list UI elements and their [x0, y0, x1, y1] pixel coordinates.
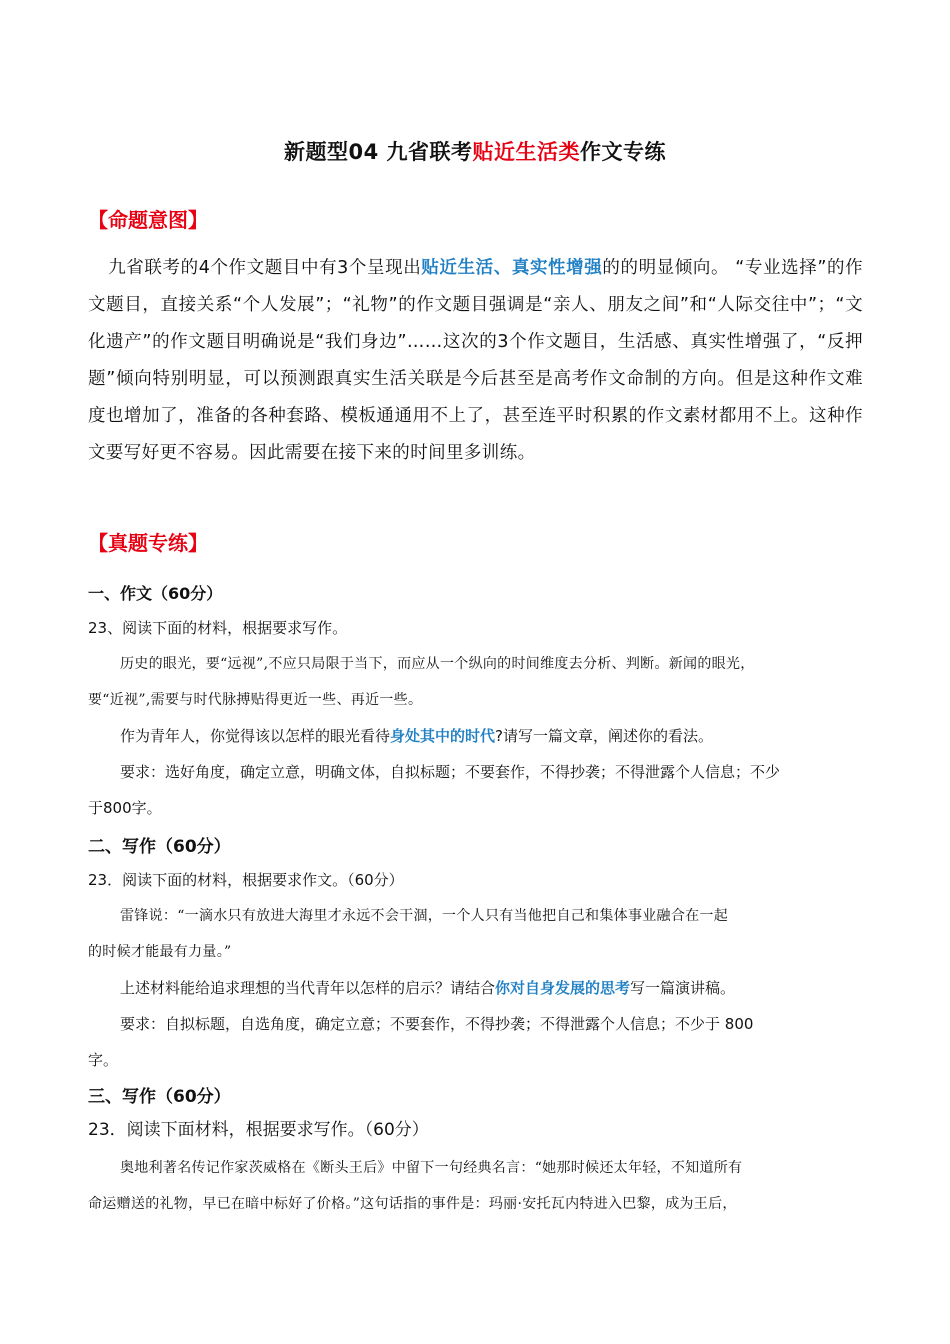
intent-heading: 【命题意图】: [88, 208, 208, 232]
intent-text-2: 的的明显倾向。 “专业选择”的作文题目，直接关系“个人发展”；“礼物”的作文题目强调是“亲人、朋友之间”和“人际交往中”；“文化遗产”的作文题目明确说是“我们身边”……这次的3个作文题目，生活感、真实性增强了，“反押题”倾向特别明显，可以预测跟真实生活关联是今后甚至是高考作文命制的方向。但是这种作文难度也增加了，准备的各种套路、模板通通用不上了，甚至连平时积累的作文素材都用不上。这种作文要写好更不容易。因此需要在接下来的时间里多训练。: [88, 258, 863, 463]
q1-task-text-2: ?请写一篇文章，阐述你的看法。: [495, 727, 713, 745]
q3-material-2: 命运赠送的礼物，早已在暗中标好了价格。”这句话指的事件是：玛丽·安托瓦内特进入巴黎，成为王后，: [88, 1196, 737, 1212]
q1-material-1: 历史的眼光，要“远视”,不应只局限于当下，而应从一个纵向的时间维度去分析、判断。新闻的眼光，: [120, 656, 755, 672]
q2-material-1: 雷锋说：“一滴水只有放进大海里才永远不会干涸，一个人只有当他把自己和集体事业融合在一起: [120, 908, 729, 924]
q3-stem: 23．阅读下面材料，根据要求写作。（60分）: [88, 1120, 429, 1140]
title-suffix: 作文专练: [580, 140, 667, 164]
intent-paragraph: [88, 250, 863, 472]
q1-task-text-1: 作为青年人，你觉得该以怎样的眼光看待: [120, 727, 391, 745]
q1-heading: 一、作文（60分）: [88, 584, 223, 603]
q2-requirement-2: 字。: [88, 1051, 119, 1069]
q1-stem: 23、阅读下面的材料，根据要求写作。: [88, 619, 348, 637]
document-title: [0, 136, 950, 166]
intent-text-1: 九省联考的4个作文题目中有3个呈现出: [108, 258, 422, 278]
q1-task-highlight: 身处其中的时代: [390, 727, 496, 745]
q1-task: [88, 718, 900, 754]
q2-material-2: 的时候才能最有力量。”: [88, 944, 232, 960]
q3-heading: 三、写作（60分）: [88, 1087, 231, 1107]
title-highlight: 贴近生活类: [472, 140, 581, 164]
q2-task: [88, 970, 900, 1006]
q2-task-highlight: 你对自身发展的思考: [495, 979, 631, 997]
q3-material-1: 奥地利著名传记作家茨威格在《断头王后》中留下一句经典名言：“她那时候还太年轻，不知道所有: [120, 1160, 743, 1176]
intent-highlight: 贴近生活、真实性增强: [421, 258, 603, 278]
q2-task-text-2: 写一篇演讲稿。: [630, 979, 736, 997]
q2-task-text-1: 上述材料能给追求理想的当代青年以怎样的启示？请结合: [120, 979, 496, 997]
q2-heading: 二、写作（60分）: [88, 837, 231, 857]
q1-requirement-2: 于800字。: [88, 799, 162, 817]
title-prefix: 新题型04 九省联考: [283, 140, 473, 164]
q1-requirement-1: 要求：选好角度，确定立意，明确文体，自拟标题；不要套作，不得抄袭；不得泄露个人信息；不少: [120, 763, 781, 781]
q2-stem: 23．阅读下面的材料，根据要求作文。（60分）: [88, 871, 404, 889]
q2-requirement-1: 要求：自拟标题，自选角度，确定立意；不要套作，不得抄袭；不得泄露个人信息；不少于 800: [120, 1015, 754, 1033]
q1-material-2: 要“近视”,需要与时代脉搏贴得更近一些、再近一些。: [88, 692, 423, 708]
practice-heading: 【真题专练】: [88, 531, 208, 555]
